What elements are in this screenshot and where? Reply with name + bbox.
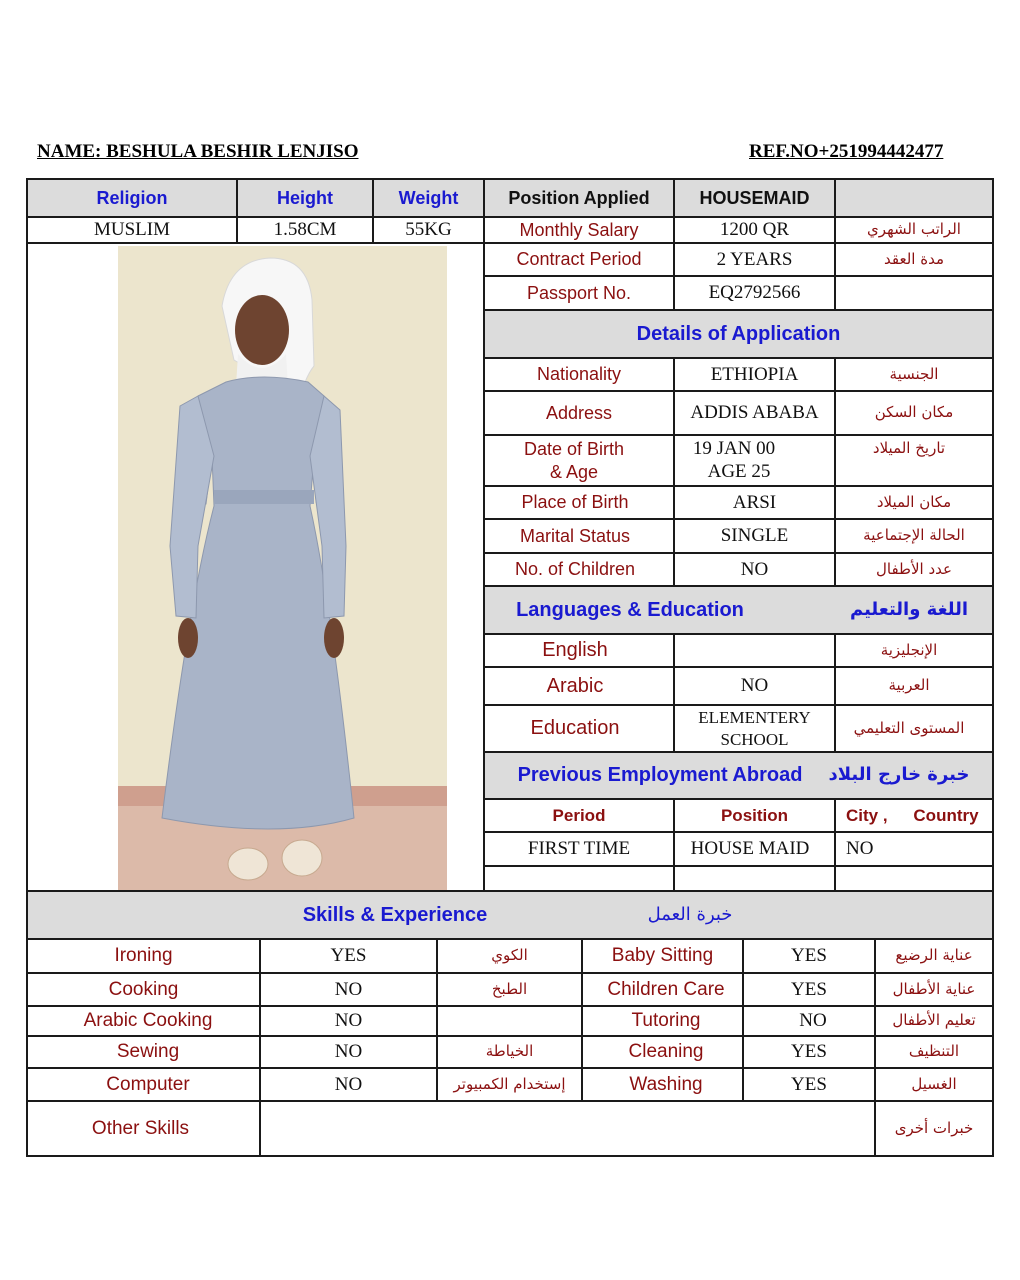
weight-value: 55KG: [405, 219, 452, 241]
employment-title-arabic: خبرة خارج البلاد: [828, 764, 970, 786]
education-label: Education: [530, 717, 620, 739]
dob-label: Date of Birth: [523, 438, 625, 459]
children-label: No. of Children: [514, 559, 636, 580]
skill-computer-label: Computer: [106, 1073, 190, 1095]
skill-computer-arabic: إستخدام الكمبيوتر: [453, 1074, 566, 1093]
height-value: 1.58CM: [273, 219, 337, 241]
skill-cleaning-arabic: التنظيف: [908, 1042, 960, 1061]
contract-period-value: 2 YEARS: [716, 248, 793, 270]
skill-baby-sitting-value: YES: [791, 945, 827, 967]
skill-washing-label: Washing: [629, 1073, 703, 1095]
passport-label: Passport No.: [526, 282, 632, 303]
skill-arabic-cooking-value: NO: [334, 1010, 363, 1032]
marital-arabic: الحالة الإجتماعية: [863, 526, 965, 545]
skill-tutoring-arabic: تعليم الأطفال: [892, 1011, 976, 1030]
skill-sewing-label: Sewing: [116, 1041, 180, 1063]
nationality-value: ETHIOPIA: [710, 363, 799, 385]
skill-baby-sitting-label: Baby Sitting: [611, 945, 714, 967]
english-label: English: [542, 639, 608, 661]
skill-tutoring-value: NO: [799, 1010, 827, 1032]
address-arabic: مكان السكن: [874, 403, 954, 422]
details-title: Details of Application: [636, 322, 841, 345]
english-value: [675, 635, 834, 666]
address-label: Address: [545, 402, 613, 423]
employment-position-value: HOUSE MAID: [690, 838, 810, 860]
marital-value: SINGLE: [720, 525, 789, 547]
languages-title: Languages & Education: [516, 598, 744, 621]
skills-title: Skills & Experience: [302, 903, 488, 926]
applicant-photo-illustration: [118, 246, 447, 890]
dob-arabic: تاريخ الميلاد: [872, 439, 946, 458]
arabic-label: Arabic: [546, 674, 604, 697]
skills-title-arabic: خبرة العمل: [647, 903, 733, 925]
religion-value: MUSLIM: [93, 219, 170, 241]
applicant-photo: [118, 246, 447, 890]
skill-arabic-cooking-arabic: [438, 1007, 581, 1035]
address-value: ADDIS ABABA: [690, 402, 819, 424]
english-arabic: الإنجليزية: [880, 640, 938, 659]
applicant-name: NAME: BESHULA BESHIR LENJISO: [37, 141, 359, 162]
skill-ironing-value: YES: [330, 945, 367, 967]
skill-children-care-label: Children Care: [607, 978, 725, 1000]
skill-arabic-cooking-label: Arabic Cooking: [83, 1010, 213, 1032]
col-city: City ,: [846, 805, 888, 825]
religion-label: Religion: [96, 188, 168, 209]
dob-value: 19 JAN 00: [692, 438, 776, 460]
skill-baby-sitting-arabic: عناية الرضيع: [895, 946, 973, 965]
skill-tutoring-label: Tutoring: [631, 1010, 701, 1032]
education-arabic: المستوى التعليمي: [853, 718, 965, 737]
marital-label: Marital Status: [519, 525, 631, 546]
employment-period-value: FIRST TIME: [527, 838, 631, 860]
skill-children-care-value: YES: [791, 978, 827, 1000]
skill-washing-arabic: الغسيل: [911, 1074, 957, 1093]
col-country: Country: [913, 805, 979, 825]
col-position: Position: [720, 805, 789, 825]
other-skills-arabic: خبرات أخرى: [894, 1118, 974, 1137]
nationality-arabic: الجنسية: [889, 364, 939, 383]
skill-computer-value: NO: [334, 1073, 363, 1095]
salary-value: 1200 QR: [719, 219, 790, 241]
height-label: Height: [277, 188, 333, 209]
col-period: Period: [552, 805, 606, 825]
contract-period-label: Contract Period: [516, 249, 642, 270]
education-value-line2: SCHOOL: [720, 730, 789, 750]
arabic-value: NO: [740, 675, 769, 697]
age-value: AGE 25: [707, 461, 771, 483]
skill-cooking-label: Cooking: [108, 978, 179, 1000]
skill-cleaning-value: YES: [791, 1041, 827, 1063]
weight-label: Weight: [398, 188, 459, 209]
employment-city-value: NO: [846, 838, 874, 860]
position-applied-label: Position Applied: [508, 188, 650, 209]
education-value-line1: ELEMENTERY: [698, 708, 811, 728]
salary-label: Monthly Salary: [519, 219, 639, 240]
pob-label: Place of Birth: [521, 492, 629, 513]
arabic-arabic: العربية: [888, 676, 930, 695]
skill-children-care-arabic: عناية الأطفال: [892, 979, 976, 998]
salary-label-arabic: الراتب الشهري: [867, 220, 961, 239]
other-skills-label: Other Skills: [91, 1117, 190, 1139]
skill-cleaning-label: Cleaning: [628, 1041, 704, 1063]
skill-sewing-arabic: الخياطة: [485, 1042, 534, 1061]
skill-cooking-value: NO: [334, 978, 363, 1000]
children-value: NO: [740, 558, 769, 580]
nationality-label: Nationality: [536, 364, 622, 385]
reference-number: REF.NO+251994442477: [749, 141, 944, 162]
passport-value: EQ2792566: [708, 282, 801, 304]
skill-sewing-value: NO: [334, 1041, 363, 1063]
contract-period-arabic: مدة العقد: [884, 249, 944, 268]
employment-title: Previous Employment Abroad: [517, 764, 803, 786]
age-label: & Age: [549, 461, 599, 482]
skill-cooking-arabic: الطبخ: [491, 979, 528, 998]
skill-ironing-arabic: الكوي: [491, 946, 528, 965]
pob-arabic: مكان الميلاد: [876, 492, 952, 511]
languages-title-arabic: اللغة والتعليم: [849, 598, 969, 620]
position-applied-value: HOUSEMAID: [699, 188, 810, 209]
children-arabic: عدد الأطفال: [876, 559, 952, 578]
skill-ironing-label: Ironing: [114, 945, 173, 967]
skill-washing-value: YES: [791, 1073, 827, 1095]
pob-value: ARSI: [732, 491, 777, 513]
